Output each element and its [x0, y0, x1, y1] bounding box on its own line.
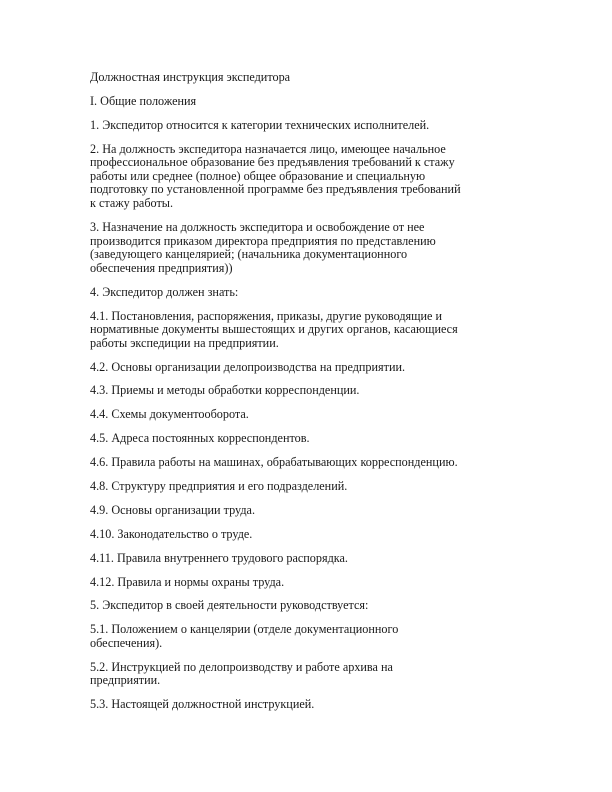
paragraph: 5.1. Положением о канцелярии (отделе документационного обеспечения).	[90, 622, 399, 650]
paragraph: 2. На должность экспедитора назначается лицо, имеющее начальное профессиональное образование без предъявления требований к стажу работы или среднее (полное) общее образование и специальную подготовку по установленной программе без предъявления требований к стажу работы.	[90, 141, 461, 211]
paragraph: 4.4. Схемы документооборота.	[90, 407, 249, 422]
paragraph: 4.2. Основы организации делопроизводства на предприятии.	[90, 359, 406, 374]
paragraph: 4.9. Основы организации труда.	[90, 502, 256, 517]
paragraph: 5.3. Настоящей должностной инструкцией.	[90, 697, 315, 712]
document-body	[90, 71, 530, 722]
paragraph: 5.2. Инструкцией по делопроизводству и работе архива на предприятии.	[90, 659, 393, 688]
paragraph: 4.6. Правила работы на машинах, обрабатывающих корреспонденцию.	[90, 455, 458, 470]
paragraph: 4. Экспедитор должен знать:	[90, 284, 239, 299]
document-title: Должностная инструкция экспедитора	[90, 70, 291, 84]
paragraph: 4.8. Структуру предприятия и его подразделений.	[90, 479, 348, 494]
paragraph: 4.11. Правила внутреннего трудового распорядка.	[90, 550, 348, 565]
paragraph: 4.1. Постановления, распоряжения, приказы, другие руководящие и нормативные документы вышестоящих и других органов, касающиеся работы экспедиции на предприятии.	[90, 308, 458, 350]
section-heading: I. Общие положения	[90, 93, 197, 108]
paragraph: 4.3. Приемы и методы обработки корреспонденции.	[90, 383, 360, 398]
paragraph: 1. Экспедитор относится к категории технических исполнителей.	[90, 117, 430, 132]
paragraph: 4.10. Законодательство о труде.	[90, 526, 253, 541]
paragraph: 5. Экспедитор в своей деятельности руководствуется:	[90, 598, 369, 613]
paragraph: 4.5. Адреса постоянных корреспондентов.	[90, 431, 310, 446]
paragraph: 4.12. Правила и нормы охраны труда.	[90, 574, 285, 589]
paragraph: 3. Назначение на должность экспедитора и освобождение от нее производится приказом директора предприятия по представлению (заведующего канцелярией; (начальника документационного обеспечения предприятия))	[90, 219, 436, 275]
